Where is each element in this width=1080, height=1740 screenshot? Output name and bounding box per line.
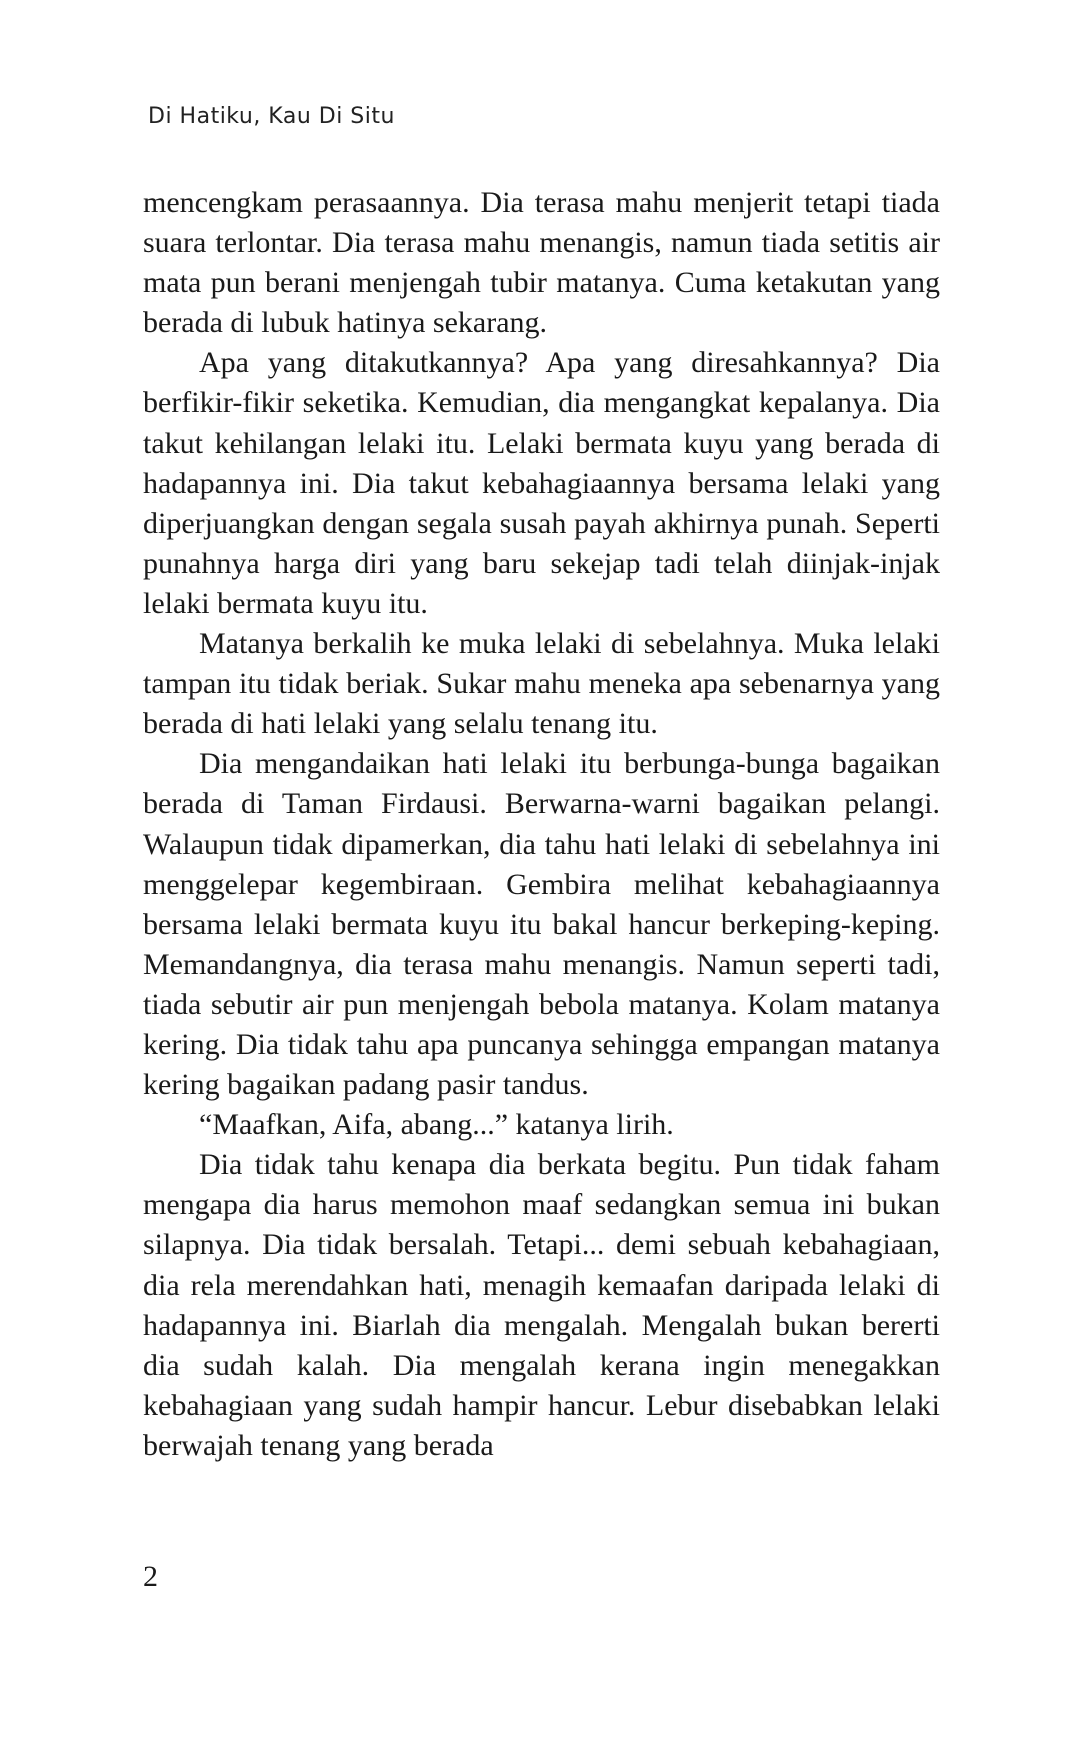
paragraph-6: Dia tidak tahu kenapa dia berkata begitu. Pun tidak faham mengapa dia harus memohon maaf sedangkan semua ini bukan silapnya. Dia tidak bersalah. Tetapi... demi sebuah kebahagiaan, dia rela merendahkan hati, menagih kemaafan daripada lelaki di hadapannya ini. Biarlah dia mengalah. Mengalah bukan bererti dia sudah kalah. Dia mengalah kerana ingin menegakkan kebahagiaan yang sudah hampir hancur. Lebur disebabkan lelaki berwajah tenang yang berada	[143, 1148, 940, 1462]
paragraph-2: Apa yang ditakutkannya? Apa yang diresahkannya? Dia berfikir-fikir seketika. Kemudian, dia mengangkat kepalanya. Dia takut kehilangan lelaki itu. Lelaki bermata kuyu yang berada di hadapannya ini. Dia takut kebahagiaannya bersama lelaki yang diperjuangkan dengan segala susah payah akhirnya punah. Seperti punahnya harga diri yang baru sekejap tadi telah diinjak-injak lelaki bermata kuyu itu.	[143, 346, 940, 620]
page-number: 2	[143, 1560, 158, 1593]
paragraph-1: mencengkam perasaannya. Dia terasa mahu menjerit tetapi tiada suara terlontar. Dia terasa mahu menangis, namun tiada setitis air mata pun berani menjengah tubir matanya. Cuma ketakutan yang berada di lubuk hatinya sekarang.	[143, 186, 940, 340]
paragraph-4: Dia mengandaikan hati lelaki itu berbunga-bunga bagaikan berada di Taman Firdausi. Berwarna-warni bagaikan pelangi. Walaupun tidak dipamerkan, dia tahu hati lelaki di sebelahnya ini menggelepar kegembiraan. Gembira melihat kebahagiaannya bersama lelaki bermata kuyu itu bakal hancur berkeping-keping. Memandangnya, dia terasa mahu menangis. Namun seperti tadi, tiada sebutir air pun menjengah bebola matanya. Kolam matanya kering. Dia tidak tahu apa puncanya sehingga empangan matanya kering bagaikan padang pasir tandus.	[143, 747, 940, 1102]
paragraph-5-dialogue: “Maafkan, Aifa, abang...” katanya lirih.	[199, 1108, 674, 1142]
paragraph-3: Matanya berkalih ke muka lelaki di sebelahnya. Muka lelaki tampan itu tidak beriak. Sukar mahu meneka apa sebenarnya yang berada di hati lelaki yang selalu tenang itu.	[143, 627, 940, 741]
body-text	[143, 183, 940, 1466]
running-head-title: Di Hatiku, Kau Di Situ	[148, 104, 395, 129]
